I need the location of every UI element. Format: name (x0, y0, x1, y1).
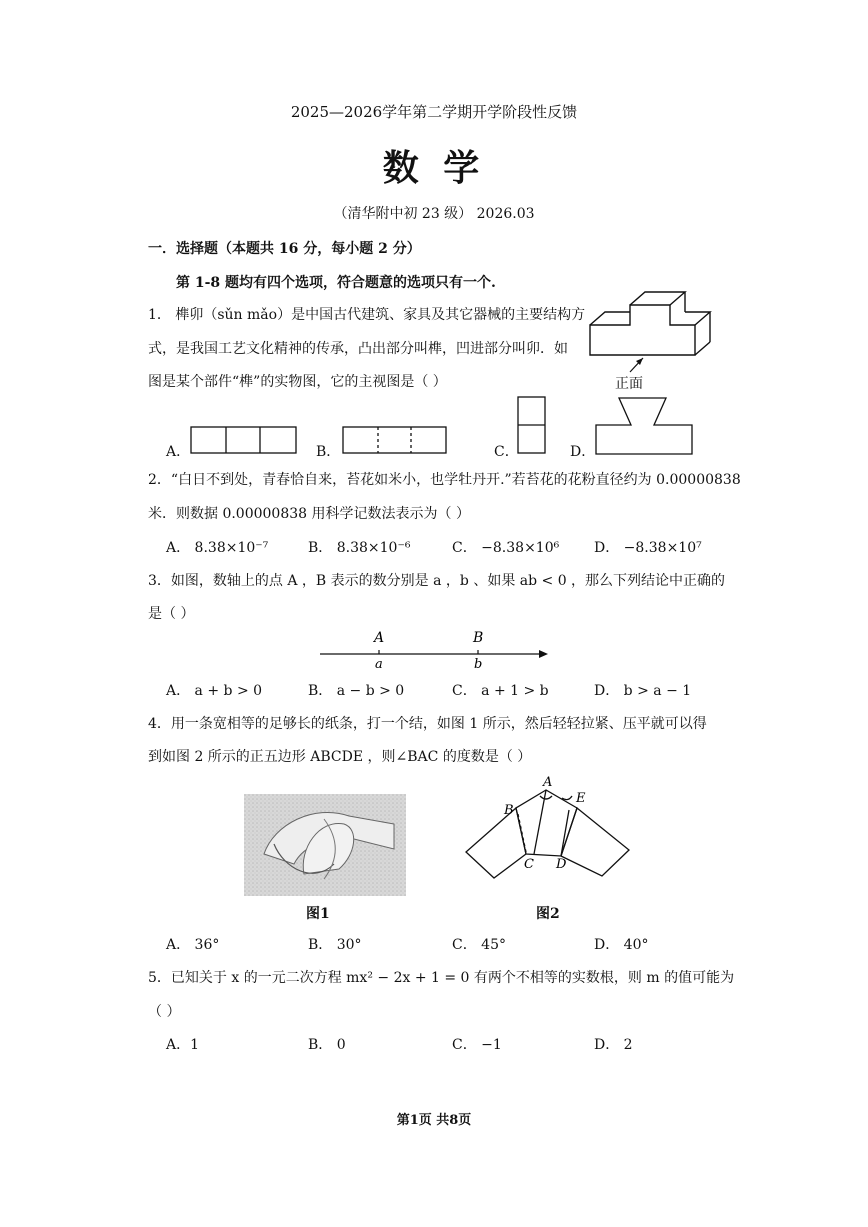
q5-option-a[interactable]: A．1 (166, 1037, 200, 1053)
q1-option-a-figure (190, 426, 298, 454)
point-b-label: B (473, 630, 484, 646)
q5-option-b[interactable]: B． 0 (308, 1037, 346, 1053)
section-heading: 一．选择题（本题共 16 分，每小题 2 分） (148, 241, 421, 257)
q3-option-d[interactable]: D． b > a − 1 (594, 683, 692, 699)
value-b-label: b (474, 657, 483, 672)
q3-option-a[interactable]: A． a + b > 0 (166, 683, 263, 699)
number-line (318, 628, 550, 672)
q4-option-b[interactable]: B． 30° (308, 937, 362, 953)
q5-line1: 5．已知关于 x 的一元二次方程 mx² − 2x + 1 = 0 有两个不相等的实数根，则 m 的值可能为 (148, 970, 735, 986)
front-label: 正面 (615, 376, 643, 392)
q1-option-c-figure (517, 396, 547, 456)
section-note: 第 1-8 题均有四个选项，符合题意的选项只有一个. (176, 275, 496, 291)
q3-line1: 3．如图，数轴上的点 A ，B 表示的数分别是 a ，b 、如果 ab < 0 ，那么下列结论中正确的 (148, 573, 726, 589)
q5-option-c[interactable]: C． −1 (452, 1037, 502, 1053)
q4-option-c[interactable]: C． 45° (452, 937, 506, 953)
q3-option-b[interactable]: B． a − b > 0 (308, 683, 405, 699)
q4-line1: 4．用一条宽相等的足够长的纸条，打一个结，如图 1 所示，然后轻轻拉紧、压平就可以得 (148, 716, 707, 732)
q4-option-d[interactable]: D． 40° (594, 937, 649, 953)
q2-line1: 2．“白日不到处，青春恰自来，苔花如米小，也学牡丹开.”若苔花的花粉直径约为 0.00000838 (148, 472, 741, 488)
fig1-caption: 图1 (306, 906, 330, 922)
vertex-d-label: D (556, 857, 567, 872)
q2-option-c[interactable]: C． −8.38×10⁶ (452, 540, 560, 556)
q2-option-d[interactable]: D． −8.38×10⁷ (594, 540, 702, 556)
knot-photo-figure (244, 794, 406, 896)
q4-line2: 到如图 2 所示的正五边形 ABCDE ，则∠BAC 的度数是（ ） (148, 749, 532, 765)
pentagon-knot-figure (464, 772, 634, 884)
vertex-b-label: B (504, 803, 514, 818)
value-a-label: a (375, 657, 383, 672)
fig2-caption: 图2 (536, 906, 560, 922)
page-footer: 第1页 共8页 (396, 1113, 472, 1128)
q1-line2: 式，是我国工艺文化精神的传承，凸出部分叫榫，凹进部分叫卯．如 (148, 341, 568, 357)
q1-option-b-figure (342, 426, 448, 454)
exam-title: 2025—2026学年第二学期开学阶段性反馈 (290, 103, 578, 121)
vertex-a-label: A (543, 775, 553, 790)
q1-line3: 图是某个部件“榫”的实物图，它的主视图是（ ） (148, 374, 447, 390)
q4-option-a[interactable]: A． 36° (166, 937, 220, 953)
q1-option-d[interactable]: D． (570, 444, 596, 460)
vertex-c-label: C (524, 857, 534, 872)
q2-option-b[interactable]: B． 8.38×10⁻⁶ (308, 540, 411, 556)
point-a-label: A (374, 630, 385, 646)
q1-line1: 1． 榫卯（sǔn mǎo）是中国古代建筑、家具及其它器械的主要结构方 (148, 307, 586, 323)
exam-subtitle: （清华附中初 23 级） 2026.03 (333, 206, 535, 222)
q5-option-d[interactable]: D． 2 (594, 1037, 633, 1053)
q2-line2: 米．则数据 0.00000838 用科学记数法表示为（ ） (148, 506, 470, 522)
tenon-3d-figure (585, 290, 715, 390)
vertex-e-label: E (576, 791, 586, 806)
q3-line2: 是（ ） (148, 606, 195, 622)
q1-option-d-figure (594, 397, 694, 457)
subject-title: 数 学 (382, 147, 486, 189)
q3-option-c[interactable]: C． a + 1 > b (452, 683, 549, 699)
q1-option-a[interactable]: A． (166, 444, 191, 460)
q5-line2: （ ） (148, 1004, 181, 1020)
q2-option-a[interactable]: A． 8.38×10⁻⁷ (166, 540, 269, 556)
q1-option-c[interactable]: C． (494, 444, 519, 460)
q1-option-b[interactable]: B． (316, 444, 341, 460)
